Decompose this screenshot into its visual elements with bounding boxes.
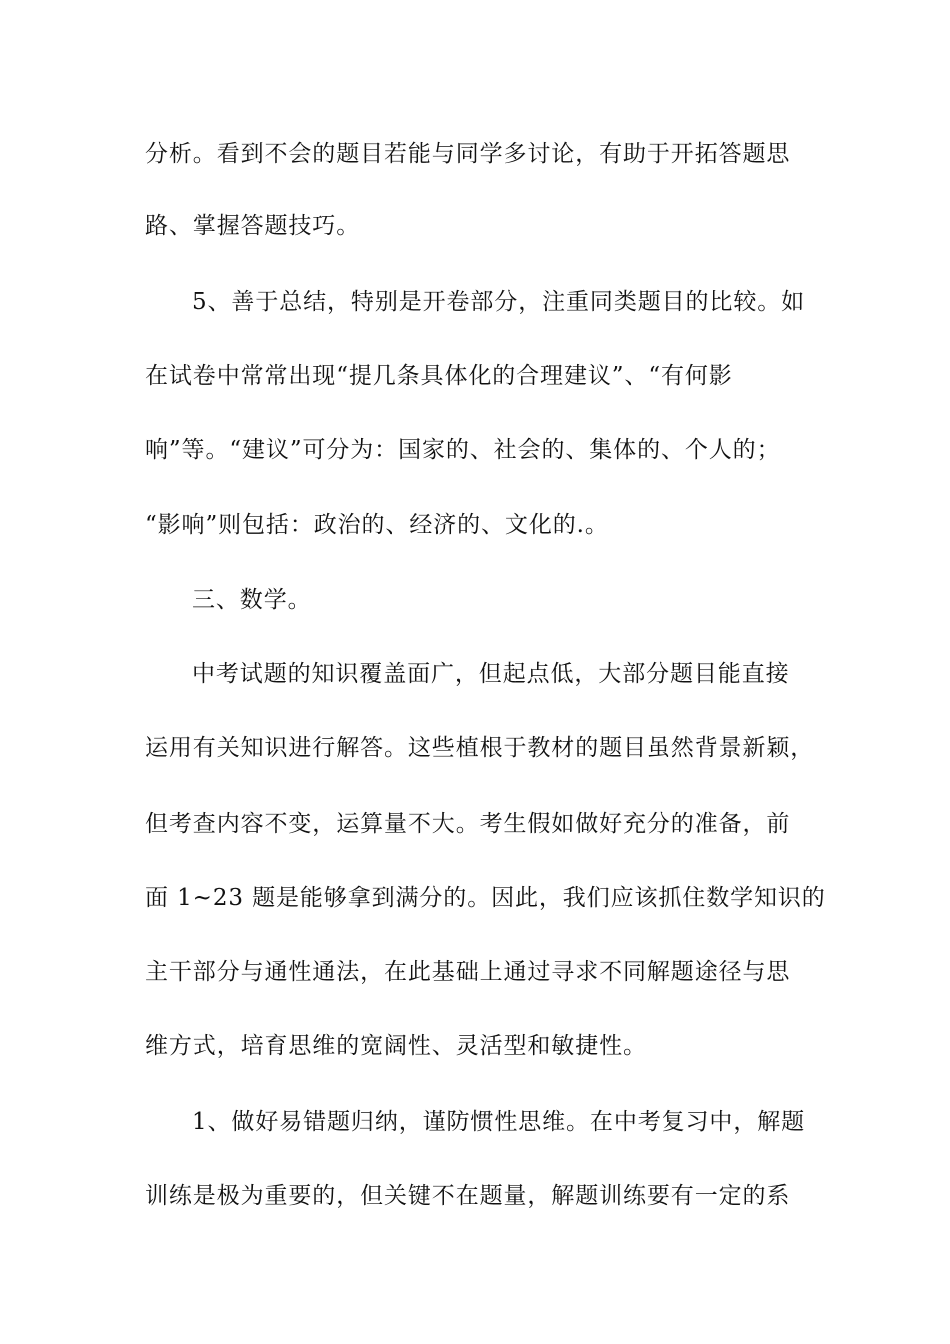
paragraph-line: 5、善于总结，特别是开卷部分，注重同类题目的比较。如 (192, 289, 806, 315)
paragraph-line: 响”等。“建议”可分为：国家的、社会的、集体的、个人的； (145, 437, 781, 463)
paragraph-line: 分析。看到不会的题目若能与同学多讨论，有助于开拓答题思 (145, 141, 791, 167)
paragraph-line: 在试卷中常常出现“提几条具体化的合理建议”、“有何影 (145, 363, 733, 389)
paragraph-line: 训练是极为重要的，但关键不在题量，解题训练要有一定的系 (145, 1183, 791, 1209)
paragraph-line: 主干部分与通性通法，在此基础上通过寻求不同解题途径与思 (145, 959, 791, 985)
paragraph-line: 中考试题的知识覆盖面广，但起点低，大部分题目能直接 (192, 661, 790, 687)
paragraph-line: 维方式，培育思维的宽阔性、灵活型和敏捷性。 (145, 1033, 647, 1059)
paragraph-line: 路、掌握答题技巧。 (145, 213, 361, 239)
paragraph-line: “影响”则包括：政治的、经济的、文化的.。 (145, 512, 609, 538)
paragraph-line: 面 1~23 题是能够拿到满分的。因此，我们应该抓住数学知识的 (145, 885, 826, 911)
section-heading: 三、数学。 (192, 587, 312, 613)
paragraph-line: 但考查内容不变，运算量不大。考生假如做好充分的准备，前 (145, 811, 791, 837)
paragraph-line: 运用有关知识进行解答。这些植根于教材的题目虽然背景新颖， (145, 735, 815, 761)
paragraph-line: 1、做好易错题归纳，谨防惯性思维。在中考复习中，解题 (192, 1109, 806, 1135)
